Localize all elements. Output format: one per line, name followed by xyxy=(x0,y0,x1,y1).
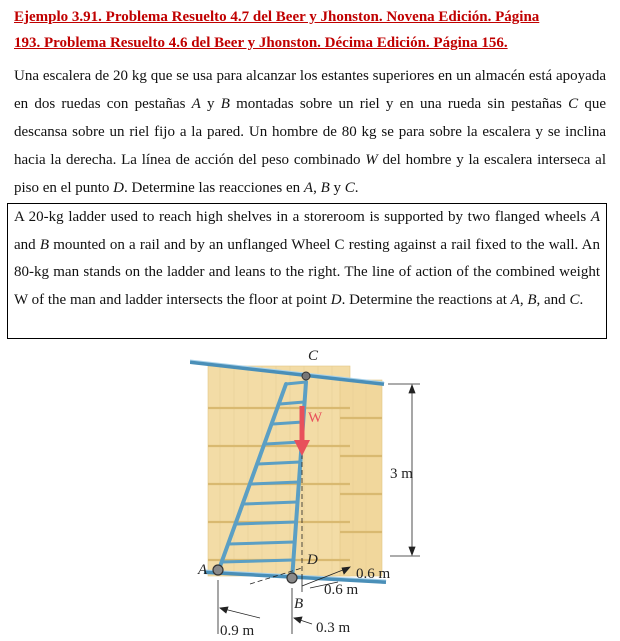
wheel-b xyxy=(287,573,297,583)
dim-03-label: 0.3 m xyxy=(316,620,351,636)
english-problem-box: A 20-kg ladder used to reach high shelves in a storeroom is supported by two flanged wheels A and B mounted on a rail and by an unflanged Wheel C resting against a rail fixed to the wall. An 80-kg man stands on the ladder and leans to the right. The line of action of the combined weight W of the man and ladder intersects the floor at point D. Determine the reactions at A, B, and C. xyxy=(7,203,607,339)
dim-09-label: 0.9 m xyxy=(220,623,255,636)
ladder-diagram xyxy=(190,346,420,636)
title-line-2: 193. Problema Resuelto 4.6 del Beer y Jhonston. Décima Edición. Página 156. xyxy=(14,35,508,51)
spanish-problem-statement: Una escalera de 20 kg que se usa para alcanzar los estantes superiores en un almacén está apoyada en dos ruedas con pestañas A y B montadas sobre un riel y en una rueda sin pestañas C que descansa sobre un riel fijo a la pared. Un hombre de 80 kg se para sobre la escalera y se inclina hacia la derecha. La línea de acción del peso combinado W del hombre y la escalera interseca al piso en el punto D. Determine las reacciones en A, B y C. xyxy=(14,68,606,196)
ladder-figure xyxy=(190,346,420,636)
example-title xyxy=(14,4,606,56)
dim-height-label: 3 m xyxy=(390,466,413,482)
wheel-c xyxy=(302,372,310,380)
dim-06-upper-label: 0.6 m xyxy=(356,566,391,582)
wheel-a xyxy=(213,565,223,575)
label-b: B xyxy=(294,596,304,612)
label-a: A xyxy=(198,562,208,578)
dim-06-lower-label: 0.6 m xyxy=(324,582,359,598)
label-c: C xyxy=(308,348,319,364)
label-w: W xyxy=(308,410,323,426)
title-line-1: Ejemplo 3.91. Problema Resuelto 4.7 del Beer y Jhonston. Novena Edición. Página xyxy=(14,9,540,25)
label-d: D xyxy=(307,552,318,568)
